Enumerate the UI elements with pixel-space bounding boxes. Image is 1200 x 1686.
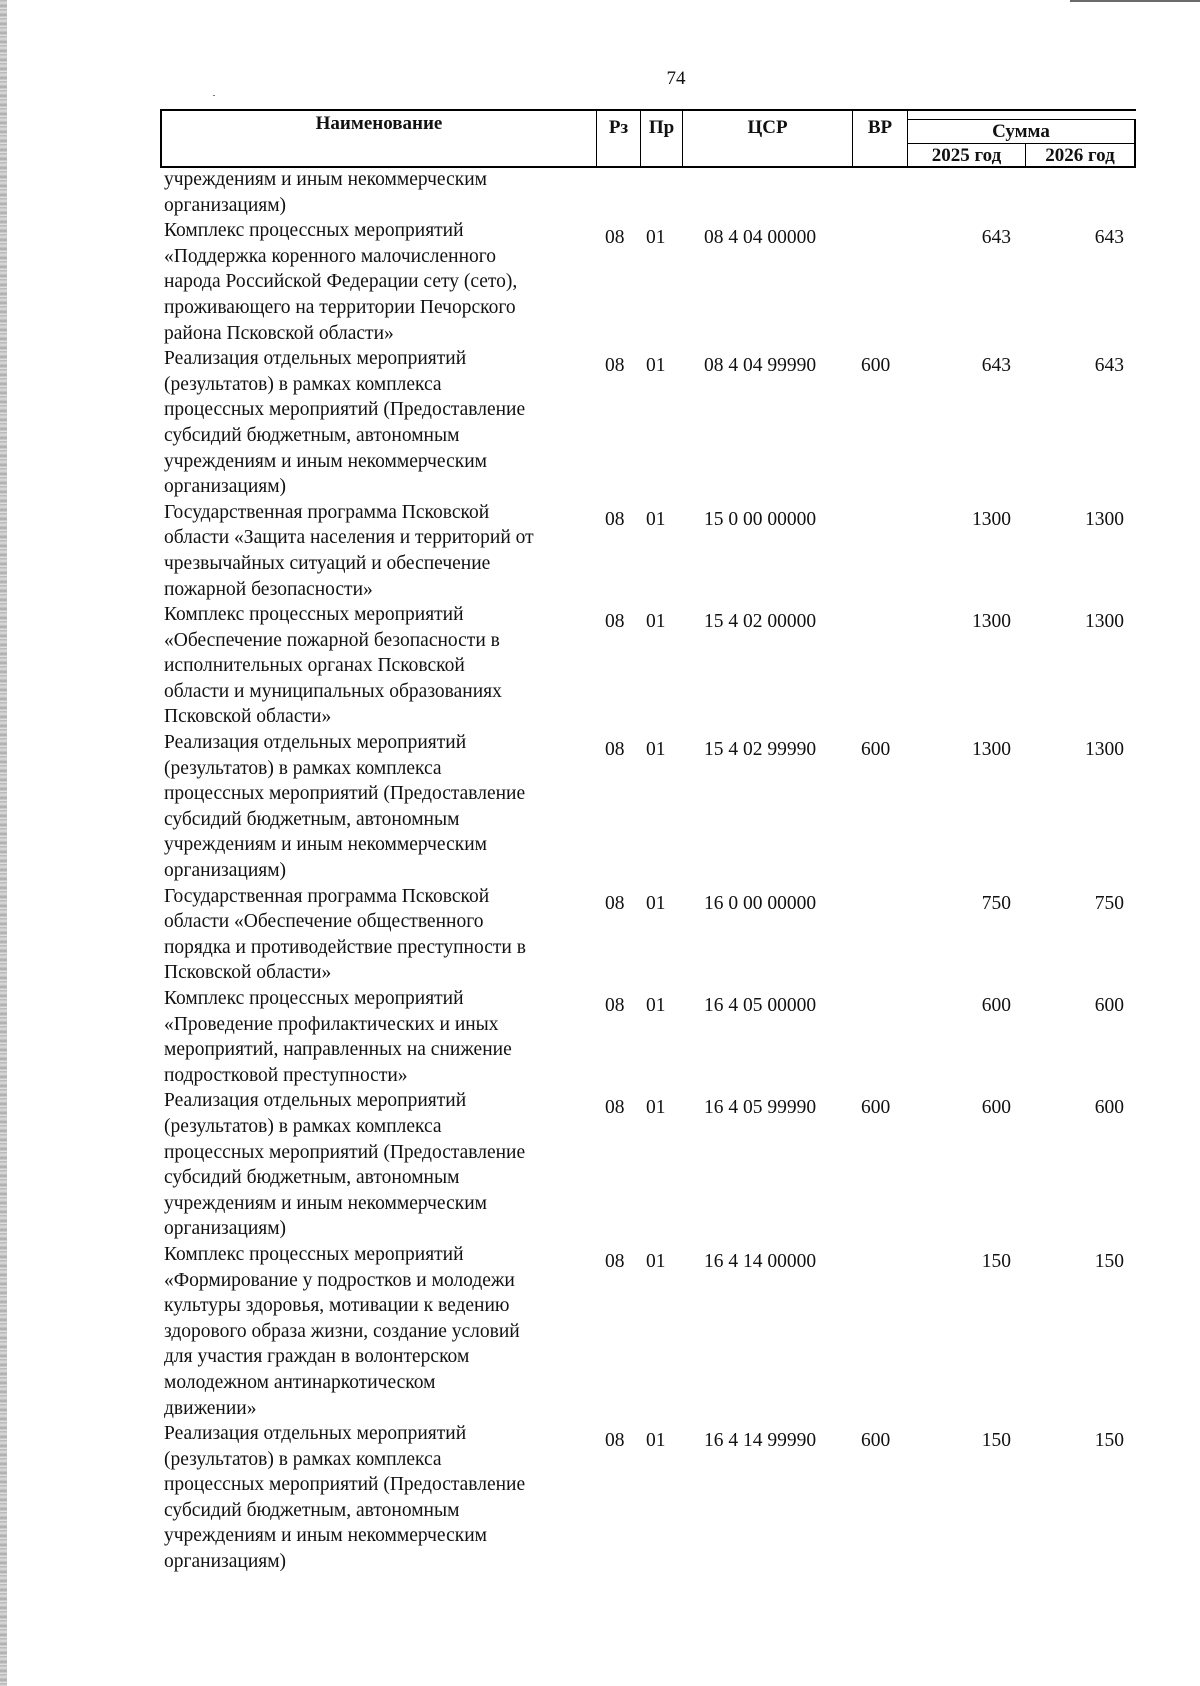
row-name-line: организациям) xyxy=(164,476,287,498)
row-name-line: культуры здоровья, мотивации к ведению xyxy=(164,1295,510,1317)
row-name-line: (результатов) в рамках комплекса xyxy=(164,373,442,395)
table-row xyxy=(0,1242,1200,1421)
row-name xyxy=(164,986,584,1088)
table-row xyxy=(0,167,1200,218)
table-header xyxy=(160,109,1136,168)
row-name xyxy=(164,500,584,602)
row-pr: 01 xyxy=(646,508,666,530)
row-name-line: Комплекс процессных мероприятий xyxy=(164,988,464,1009)
row-sum-2025: 1300 xyxy=(972,611,1011,633)
row-name-line: организациям) xyxy=(164,194,287,216)
row-name-line: «Обеспечение пожарной безопасности в xyxy=(164,629,500,651)
scan-speck xyxy=(213,95,215,96)
row-rz: 08 xyxy=(605,995,625,1016)
row-name-line: «Проведение профилактических и иных xyxy=(164,1013,499,1035)
row-name-line: субсидий бюджетным, автономным xyxy=(164,424,460,446)
page-number: 74 xyxy=(666,68,686,89)
row-sum-2025: 600 xyxy=(981,995,1011,1016)
row-rz: 08 xyxy=(605,355,625,377)
row-pr: 01 xyxy=(646,227,666,249)
row-sum-2025: 150 xyxy=(981,1430,1011,1452)
row-name-line: Псковской области» xyxy=(164,706,332,728)
row-name xyxy=(164,1421,584,1575)
row-name xyxy=(164,884,584,986)
row-sum-2026: 150 xyxy=(1094,1250,1124,1272)
row-name xyxy=(164,1242,584,1421)
row-name-line: учреждениям и иным некоммерческим xyxy=(164,834,487,856)
row-rz: 08 xyxy=(605,1430,625,1452)
table-row xyxy=(0,884,1200,986)
row-pr: 01 xyxy=(646,1097,666,1119)
row-name-line: учреждениям и иным некоммерческим xyxy=(164,1192,487,1214)
row-name-line: Государственная программа Псковской xyxy=(164,885,490,907)
header-top-border xyxy=(160,109,1136,111)
row-sum-2025: 1300 xyxy=(972,508,1011,530)
row-vr: 600 xyxy=(861,739,891,761)
row-name-line: Государственная программа Псковской xyxy=(164,501,490,523)
row-csr: 16 4 14 99990 xyxy=(704,1430,817,1452)
row-csr: 15 4 02 99990 xyxy=(704,739,817,761)
row-name-line: для участия граждан в волонтерском xyxy=(164,1346,470,1368)
row-name-line: «Формирование у подростков и молодежи xyxy=(164,1269,515,1291)
row-name-line: организациям) xyxy=(164,1218,287,1240)
row-name-line: Комплекс процессных мероприятий xyxy=(164,220,464,242)
row-rz: 08 xyxy=(605,508,625,530)
row-sum-2025: 600 xyxy=(981,1097,1011,1119)
header-sum-top-line xyxy=(907,119,1136,120)
header-year-2025: 2025 год xyxy=(931,145,1002,166)
row-rz: 08 xyxy=(605,892,625,914)
row-csr: 16 0 00 00000 xyxy=(704,892,817,914)
row-name-line: порядка и противодействие преступности в xyxy=(164,936,526,958)
row-sum-2026: 600 xyxy=(1094,1097,1124,1119)
row-name-line: учреждениям и иным некоммерческим xyxy=(164,1525,487,1547)
row-name-line: организациям) xyxy=(164,860,287,882)
row-name-line: исполнительных органах Псковской xyxy=(164,655,465,677)
row-sum-2026: 1300 xyxy=(1085,611,1124,633)
row-pr: 01 xyxy=(646,1250,666,1272)
row-vr: 600 xyxy=(861,1097,891,1119)
row-name-line: Реализация отдельных мероприятий xyxy=(164,732,467,754)
row-sum-2026: 150 xyxy=(1094,1430,1124,1452)
row-name-line: процессных мероприятий (Предоставление xyxy=(164,783,526,805)
row-pr: 01 xyxy=(646,611,666,633)
row-name-line: Реализация отдельных мероприятий xyxy=(164,348,467,370)
row-csr: 15 4 02 00000 xyxy=(704,611,817,633)
row-rz: 08 xyxy=(605,1097,625,1119)
row-pr: 01 xyxy=(646,355,666,377)
table-row xyxy=(0,730,1200,884)
row-vr: 600 xyxy=(861,355,891,377)
row-name-line: (результатов) в рамках комплекса xyxy=(164,1448,442,1470)
row-name-line: учреждениям и иным некоммерческим xyxy=(164,169,487,190)
row-name-line: учреждениям и иным некоммерческим xyxy=(164,450,487,472)
row-name-line: «Поддержка коренного малочисленного xyxy=(164,245,497,267)
row-name-line: здорового образа жизни, создание условий xyxy=(164,1320,520,1342)
row-sum-2025: 1300 xyxy=(972,739,1011,761)
row-name-line: пожарной безопасности» xyxy=(164,578,373,600)
row-csr: 08 4 04 99990 xyxy=(704,355,817,377)
row-rz: 08 xyxy=(605,227,625,249)
header-vr: ВР xyxy=(867,117,893,138)
row-name-line: Псковской области» xyxy=(164,962,332,984)
row-name-line: процессных мероприятий (Предоставление xyxy=(164,1141,526,1163)
row-name xyxy=(164,218,584,346)
row-name-line: Реализация отдельных мероприятий xyxy=(164,1090,467,1112)
row-name-line: субсидий бюджетным, автономным xyxy=(164,1499,460,1521)
row-pr: 01 xyxy=(646,1430,666,1452)
header-rz: Рз xyxy=(608,117,629,138)
row-name-line: чрезвычайных ситуаций и обеспечение xyxy=(164,552,491,574)
row-sum-2025: 750 xyxy=(981,892,1011,914)
table-row xyxy=(0,1421,1200,1575)
row-name xyxy=(164,346,584,500)
table-row xyxy=(0,218,1200,346)
row-csr: 16 4 05 99990 xyxy=(704,1097,817,1119)
row-csr: 16 4 14 00000 xyxy=(704,1250,817,1272)
row-sum-2025: 643 xyxy=(981,227,1011,249)
row-name-line: области «Защита населения и территорий от xyxy=(164,527,534,549)
table-row xyxy=(0,500,1200,602)
table-body xyxy=(0,167,1200,1575)
row-pr: 01 xyxy=(646,739,666,761)
row-pr: 01 xyxy=(646,995,666,1016)
row-name-line: мероприятий, направленных на снижение xyxy=(164,1039,512,1061)
row-name-line: процессных мероприятий (Предоставление xyxy=(164,1474,526,1496)
row-name-line: народа Российской Федерации сету (сето), xyxy=(164,271,518,293)
row-name-line: молодежном антинаркотическом xyxy=(164,1371,436,1393)
header-year-2026: 2026 год xyxy=(1045,145,1115,166)
header-name: Наименование xyxy=(315,113,443,134)
header-pr: Пр xyxy=(648,117,675,138)
row-pr: 01 xyxy=(646,892,666,914)
row-name xyxy=(164,602,584,730)
row-sum-2026: 600 xyxy=(1094,995,1124,1016)
row-name-line: процессных мероприятий (Предоставление xyxy=(164,399,526,421)
row-name-line: Реализация отдельных мероприятий xyxy=(164,1423,467,1445)
row-sum-2026: 750 xyxy=(1094,892,1124,914)
row-name-line: субсидий бюджетным, автономным xyxy=(164,808,460,830)
row-name-line: Комплекс процессных мероприятий xyxy=(164,604,464,626)
row-csr: 16 4 05 00000 xyxy=(704,995,817,1016)
row-sum-2026: 1300 xyxy=(1085,739,1124,761)
row-name xyxy=(164,1088,584,1242)
row-sum-2026: 1300 xyxy=(1085,508,1124,530)
table-row xyxy=(0,346,1200,500)
row-vr: 600 xyxy=(861,1430,891,1452)
row-name-line: проживающего на территории Печорского xyxy=(164,296,516,318)
row-rz: 08 xyxy=(605,739,625,761)
header-csr: ЦСР xyxy=(747,117,788,138)
header-sum-divider xyxy=(907,143,1136,144)
row-name xyxy=(164,730,584,884)
row-name xyxy=(164,167,584,218)
table-row xyxy=(0,986,1200,1088)
row-csr: 08 4 04 00000 xyxy=(704,227,817,249)
row-name-line: области и муниципальных образованиях xyxy=(164,680,502,702)
row-rz: 08 xyxy=(605,1250,625,1272)
row-name-line: района Псковской области» xyxy=(164,322,394,344)
row-name-line: субсидий бюджетным, автономным xyxy=(164,1167,460,1189)
table-row xyxy=(0,602,1200,730)
row-name-line: подростковой преступности» xyxy=(164,1064,408,1086)
row-csr: 15 0 00 00000 xyxy=(704,508,817,530)
row-sum-2026: 643 xyxy=(1094,355,1124,377)
row-rz: 08 xyxy=(605,611,625,633)
row-name-line: (результатов) в рамках комплекса xyxy=(164,1115,442,1137)
header-sum: Сумма xyxy=(992,121,1050,142)
row-name-line: организациям) xyxy=(164,1551,287,1573)
row-sum-2025: 643 xyxy=(981,355,1011,377)
row-sum-2026: 643 xyxy=(1094,227,1124,249)
row-name-line: движении» xyxy=(164,1397,257,1419)
scan-edge-top xyxy=(1070,0,1200,2)
row-name-line: области «Обеспечение общественного xyxy=(164,911,484,933)
row-name-line: (результатов) в рамках комплекса xyxy=(164,757,442,779)
row-name-line: Комплекс процессных мероприятий xyxy=(164,1243,464,1265)
table-row xyxy=(0,1088,1200,1242)
row-sum-2025: 150 xyxy=(981,1250,1011,1272)
